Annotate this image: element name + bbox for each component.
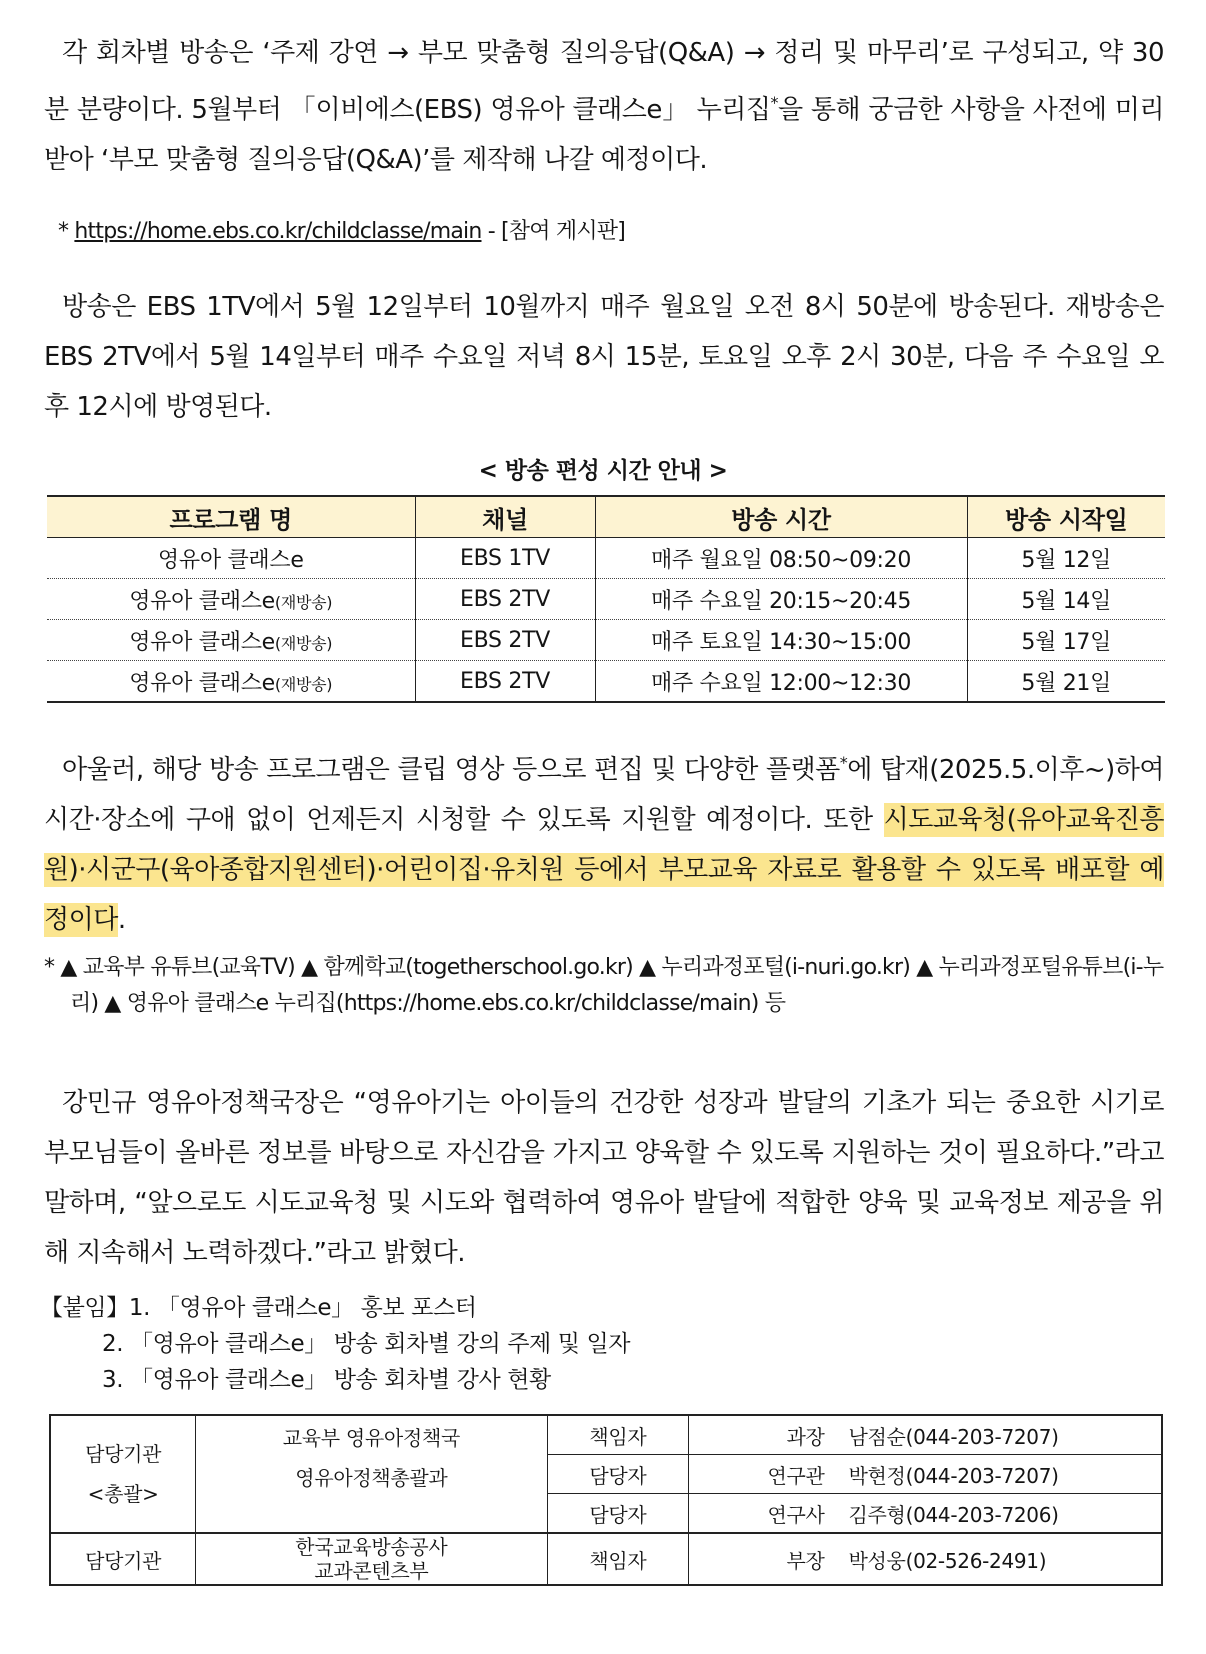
table-row bbox=[50, 1533, 1162, 1585]
role-cell: 책임자 bbox=[547, 1415, 689, 1455]
person-cell: 박현정(044-203-7207) bbox=[839, 1455, 1162, 1494]
footnote-marker: * bbox=[839, 753, 848, 772]
contact-table bbox=[49, 1414, 1163, 1586]
program-cell: 영유아 클래스e(재방송) bbox=[47, 579, 415, 620]
time-cell: 매주 수요일 20:15~20:45 bbox=[595, 579, 967, 620]
org1-label-cell: 담당기관 <총괄> bbox=[50, 1415, 196, 1533]
title-cell: 연구관 bbox=[689, 1455, 839, 1494]
role-cell: 책임자 bbox=[547, 1533, 689, 1585]
role-cell: 담당자 bbox=[547, 1494, 689, 1534]
table-row bbox=[47, 620, 1165, 661]
program-cell: 영유아 클래스e bbox=[47, 538, 415, 579]
table-row bbox=[47, 579, 1165, 620]
title-cell: 과장 bbox=[689, 1415, 839, 1455]
footnote-url-note: * https://home.ebs.co.kr/childclasse/main - [참여 게시판] bbox=[58, 219, 626, 244]
org1-name-cell: 교육부 영유아정책국 영유아정책총괄과 bbox=[196, 1415, 547, 1533]
title-cell: 부장 bbox=[689, 1533, 839, 1585]
attachments-list bbox=[40, 1290, 630, 1398]
attachment-item: 3. 「영유아 클래스e」 방송 회차별 강사 현황 bbox=[102, 1367, 551, 1393]
time-cell: 매주 월요일 08:50~09:20 bbox=[595, 538, 967, 579]
channel-cell: EBS 2TV bbox=[415, 579, 595, 620]
program-cell: 영유아 클래스e(재방송) bbox=[47, 661, 415, 703]
org2-name-cell: 한국교육방송공사 교과콘텐츠부 bbox=[196, 1533, 547, 1585]
footnote-marker: * bbox=[770, 93, 778, 112]
start-cell: 5월 17일 bbox=[967, 620, 1165, 661]
paragraph-broadcast-schedule: 방송은 EBS 1TV에서 5월 12일부터 10월까지 매주 월요일 오전 8시 50분에 방송된다. 재방송은 EBS 2TV에서 5월 14일부터 매주 수요일 저녁 8시 15분, 토요일 오후 2시 30분, 다음 주 수요일 오후 12시에 방영된다. bbox=[44, 292, 1164, 422]
start-cell: 5월 21일 bbox=[967, 661, 1165, 703]
time-cell: 매주 토요일 14:30~15:00 bbox=[595, 620, 967, 661]
ebs-childclasse-link[interactable]: https://home.ebs.co.kr/childclasse/main bbox=[74, 219, 482, 244]
header-channel: 채널 bbox=[415, 496, 595, 538]
paragraph-platform-distribution: 아울러, 해당 방송 프로그램은 클립 영상 등으로 편집 및 다양한 플랫폼*에 탑재(2025.5.이후~)하여 시간·장소에 구애 없이 언제든지 시청할 수 있도록 지원할 예정이다. 또한 시도교육청(유아교육진흥원)·시군구(육아종합지원센터)·어린이집·유치원 등에서 부모교육 자료로 활용할 수 있도록 배포할 예정이다. bbox=[44, 753, 1164, 935]
schedule-header-row bbox=[47, 496, 1165, 538]
table-row bbox=[47, 538, 1165, 579]
attachments-label: 【붙임】 bbox=[40, 1295, 129, 1321]
channel-cell: EBS 1TV bbox=[415, 538, 595, 579]
channel-cell: EBS 2TV bbox=[415, 620, 595, 661]
attachment-item: 2. 「영유아 클래스e」 방송 회차별 강의 주제 및 일자 bbox=[102, 1331, 631, 1357]
schedule-table-caption: < 방송 편성 시간 안내 > bbox=[478, 458, 728, 484]
start-cell: 5월 14일 bbox=[967, 579, 1165, 620]
attachment-item: 1. 「영유아 클래스e」 홍보 포스터 bbox=[128, 1295, 477, 1321]
org2-label-cell: 담당기관 bbox=[50, 1533, 196, 1585]
schedule-table bbox=[47, 495, 1165, 703]
channel-cell: EBS 2TV bbox=[415, 661, 595, 703]
time-cell: 매주 수요일 12:00~12:30 bbox=[595, 661, 967, 703]
paragraph-broadcast-structure: 각 회차별 방송은 ‘주제 강연 → 부모 맞춤형 질의응답(Q&A) → 정리 및 마무리’로 구성되고, 약 30분 분량이다. 5월부터 「이비에스(EBS) 영유아 클래스e」 누리집*을 통해 궁금한 사항을 사전에 미리 받아 ‘부모 맞춤형 질의응답(Q&A)’를 제작해 나갈 예정이다. bbox=[44, 38, 1164, 175]
title-cell: 연구사 bbox=[689, 1494, 839, 1534]
person-cell: 박성웅(02-526-2491) bbox=[839, 1533, 1162, 1585]
role-cell: 담당자 bbox=[547, 1455, 689, 1494]
start-cell: 5월 12일 bbox=[967, 538, 1165, 579]
header-start-date: 방송 시작일 bbox=[967, 496, 1165, 538]
paragraph-director-quote: 강민규 영유아정책국장은 “영유아기는 아이들의 건강한 성장과 발달의 기초가 되는 중요한 시기로 부모님들이 올바른 정보를 바탕으로 자신감을 가지고 양육할 수 있도록 지원하는 것이 필요하다.”라고 말하며, “앞으로도 시도교육청 및 시도와 협력하여 영유아 발달에 적합한 양육 및 교육정보 제공을 위해 지속해서 노력하겠다.”라고 밝혔다. bbox=[44, 1088, 1164, 1268]
table-row bbox=[50, 1415, 1162, 1455]
person-cell: 김주형(044-203-7206) bbox=[839, 1494, 1162, 1534]
header-program: 프로그램 명 bbox=[47, 496, 415, 538]
highlighted-text: 시도교육청(유아교육진흥원)·시군구(육아종합지원센터)·어린이집·유치원 등에서 부모교육 자료로 활용할 수 있도록 배포할 예정이다 bbox=[44, 805, 1164, 935]
footnote-platforms: * ▲ 교육부 유튜브(교육TV) ▲ 함께학교(togetherschool.go.kr) ▲ 누리과정포털(i-nuri.go.kr) ▲ 누리과정포털유튜브(i-누리) ▲ 영유아 클래스e 누리집(https://home.ebs.co.kr/childclasse/main) 등 bbox=[44, 955, 1164, 1016]
header-time: 방송 시간 bbox=[595, 496, 967, 538]
table-row bbox=[47, 661, 1165, 703]
program-cell: 영유아 클래스e(재방송) bbox=[47, 620, 415, 661]
person-cell: 남점순(044-203-7207) bbox=[839, 1415, 1162, 1455]
